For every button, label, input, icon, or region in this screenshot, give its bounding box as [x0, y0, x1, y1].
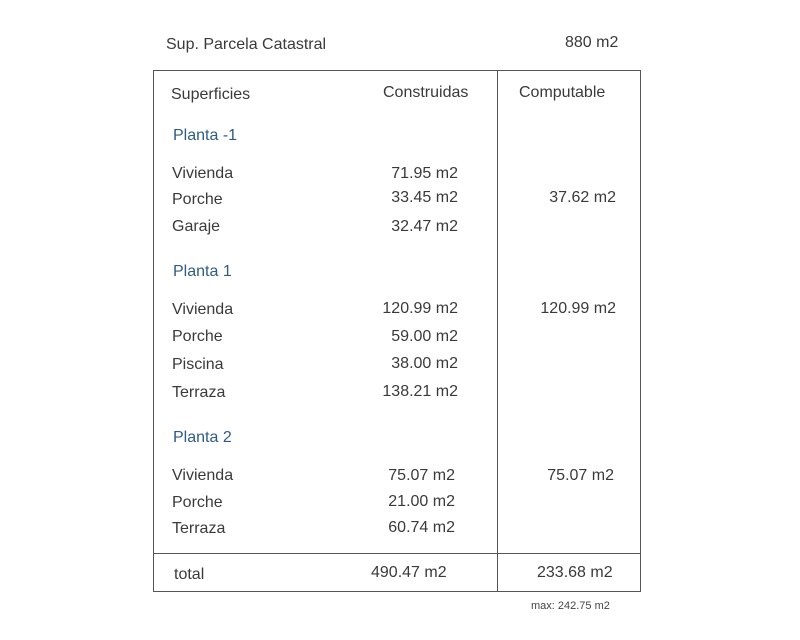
planta-computable: 37.62 m2 [549, 189, 616, 206]
column-divider [497, 70, 498, 592]
row-label: Piscina [172, 356, 224, 373]
row-label: Vivienda [172, 467, 234, 484]
planta-title: Planta 1 [173, 263, 232, 280]
row-construida: 75.07 m2 [388, 467, 455, 484]
total-computable: 233.68 m2 [537, 564, 613, 581]
row-construida: 21.00 m2 [388, 493, 455, 510]
max-note: max: 242.75 m2 [531, 600, 610, 612]
planta-computable: 120.99 m2 [540, 300, 616, 317]
row-construida: 138.21 m2 [382, 383, 458, 400]
total-construida: 490.47 m2 [371, 564, 447, 581]
header-construidas: Construidas [383, 84, 469, 101]
row-label: Porche [172, 191, 223, 208]
row-construida: 32.47 m2 [391, 218, 458, 235]
row-construida: 60.74 m2 [388, 519, 455, 536]
header-superficies: Superficies [171, 86, 251, 103]
total-divider [153, 553, 641, 554]
row-label: Terraza [172, 384, 226, 401]
row-construida: 71.95 m2 [391, 165, 458, 182]
row-label: Porche [172, 494, 223, 511]
planta-computable: 75.07 m2 [547, 467, 614, 484]
parcel-value: 880 m2 [565, 34, 619, 51]
header-computable: Computable [519, 84, 606, 101]
planta-title: Planta -1 [173, 127, 238, 144]
row-label: Terraza [172, 520, 226, 537]
total-label: total [174, 566, 205, 583]
row-label: Porche [172, 328, 223, 345]
row-label: Vivienda [172, 165, 234, 182]
row-construida: 59.00 m2 [391, 328, 458, 345]
row-construida: 38.00 m2 [391, 355, 458, 372]
row-construida: 33.45 m2 [391, 189, 458, 206]
row-label: Garaje [172, 218, 221, 235]
row-construida: 120.99 m2 [382, 300, 458, 317]
planta-title: Planta 2 [173, 429, 232, 446]
row-label: Vivienda [172, 301, 234, 318]
parcel-label: Sup. Parcela Catastral [166, 36, 327, 53]
